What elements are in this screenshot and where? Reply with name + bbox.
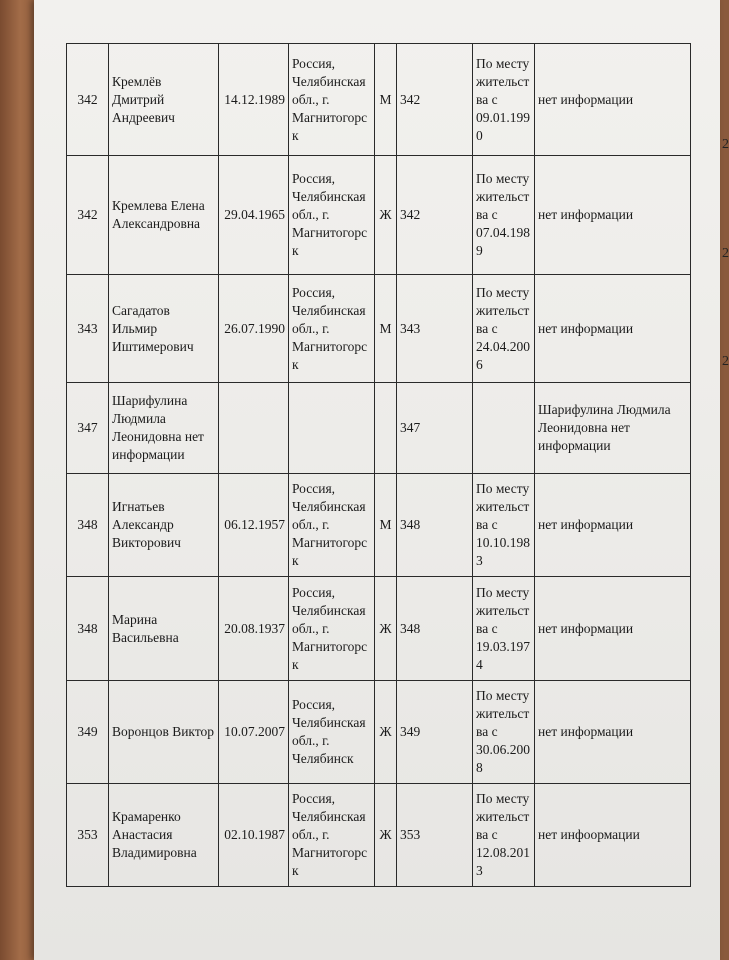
- status: нет информации: [535, 681, 691, 784]
- paper-sheet: [34, 0, 729, 960]
- status: нет информации: [535, 474, 691, 577]
- birth-date: [219, 383, 289, 474]
- registration: По месту жительства с 24.04.2006: [473, 275, 535, 383]
- sex: Ж: [375, 784, 397, 887]
- birth-place: Россия, Челябинская обл., г. Магнитогорск: [289, 784, 375, 887]
- birth-date: 10.07.2007: [219, 681, 289, 784]
- table-row: [67, 383, 691, 474]
- sex: Ж: [375, 681, 397, 784]
- sex: [375, 383, 397, 474]
- birth-date: 06.12.1957: [219, 474, 289, 577]
- row-number: 347: [67, 383, 109, 474]
- row-number: 349: [67, 681, 109, 784]
- person-name: Кремлёв Дмитрий Андреевич: [109, 44, 219, 156]
- registration: По месту жительства с 07.04.1989: [473, 156, 535, 275]
- birth-date: 26.07.1990: [219, 275, 289, 383]
- status: нет информации: [535, 275, 691, 383]
- birth-date: 29.04.1965: [219, 156, 289, 275]
- registration: По месту жительства с 12.08.2013: [473, 784, 535, 887]
- table-row: [67, 44, 691, 156]
- birth-date: 20.08.1937: [219, 577, 289, 681]
- table-row: [67, 784, 691, 887]
- birth-place: [289, 383, 375, 474]
- status: нет информации: [535, 44, 691, 156]
- person-name: Воронцов Виктор: [109, 681, 219, 784]
- sex: М: [375, 474, 397, 577]
- page-number: 2: [722, 246, 729, 261]
- birth-place: Россия, Челябинская обл., г. Магнитогорск: [289, 275, 375, 383]
- birth-place: Россия, Челябинская обл., г. Челябинск: [289, 681, 375, 784]
- birth-place: Россия, Челябинская обл., г. Магнитогорск: [289, 156, 375, 275]
- page-number: 2: [722, 354, 729, 369]
- records-table: [66, 43, 691, 887]
- person-name: Кремлева Елена Александровна: [109, 156, 219, 275]
- birth-date: 02.10.1987: [219, 784, 289, 887]
- address-number: 342: [397, 44, 473, 156]
- registration: По месту жительства с 10.10.1983: [473, 474, 535, 577]
- row-number: 342: [67, 156, 109, 275]
- registration: По месту жительства с 19.03.1974: [473, 577, 535, 681]
- person-name: Сагадатов Ильмир Иштимерович: [109, 275, 219, 383]
- sex: М: [375, 44, 397, 156]
- birth-place: Россия, Челябинская обл., г. Магнитогорск: [289, 44, 375, 156]
- sex: Ж: [375, 577, 397, 681]
- row-number: 342: [67, 44, 109, 156]
- row-number: 343: [67, 275, 109, 383]
- registration: [473, 383, 535, 474]
- address-number: 342: [397, 156, 473, 275]
- address-number: 348: [397, 474, 473, 577]
- registration: По месту жительства с 30.06.2008: [473, 681, 535, 784]
- birth-date: 14.12.1989: [219, 44, 289, 156]
- page-number: 2: [722, 137, 729, 152]
- sex: Ж: [375, 156, 397, 275]
- row-number: 348: [67, 474, 109, 577]
- birth-place: Россия, Челябинская обл., г. Магнитогорск: [289, 577, 375, 681]
- row-number: 348: [67, 577, 109, 681]
- table-row: [67, 474, 691, 577]
- status: нет информации: [535, 156, 691, 275]
- person-name: Крамаренко Анастасия Владимировна: [109, 784, 219, 887]
- address-number: 347: [397, 383, 473, 474]
- status: нет инфоормации: [535, 784, 691, 887]
- table-row: [67, 275, 691, 383]
- address-number: 343: [397, 275, 473, 383]
- address-number: 353: [397, 784, 473, 887]
- birth-place: Россия, Челябинская обл., г. Магнитогорск: [289, 474, 375, 577]
- address-number: 348: [397, 577, 473, 681]
- address-number: 349: [397, 681, 473, 784]
- sex: М: [375, 275, 397, 383]
- table-row: [67, 156, 691, 275]
- person-name: Марина Васильевна: [109, 577, 219, 681]
- status: нет информации: [535, 577, 691, 681]
- person-name: Шарифулина Людмила Леонидовна нет информации: [109, 383, 219, 474]
- table-row: [67, 681, 691, 784]
- person-name: Игнатьев Александр Викторович: [109, 474, 219, 577]
- table-row: [67, 577, 691, 681]
- row-number: 353: [67, 784, 109, 887]
- status: Шарифулина Людмила Леонидовна нет информации: [535, 383, 691, 474]
- registration: По месту жительства с 09.01.1990: [473, 44, 535, 156]
